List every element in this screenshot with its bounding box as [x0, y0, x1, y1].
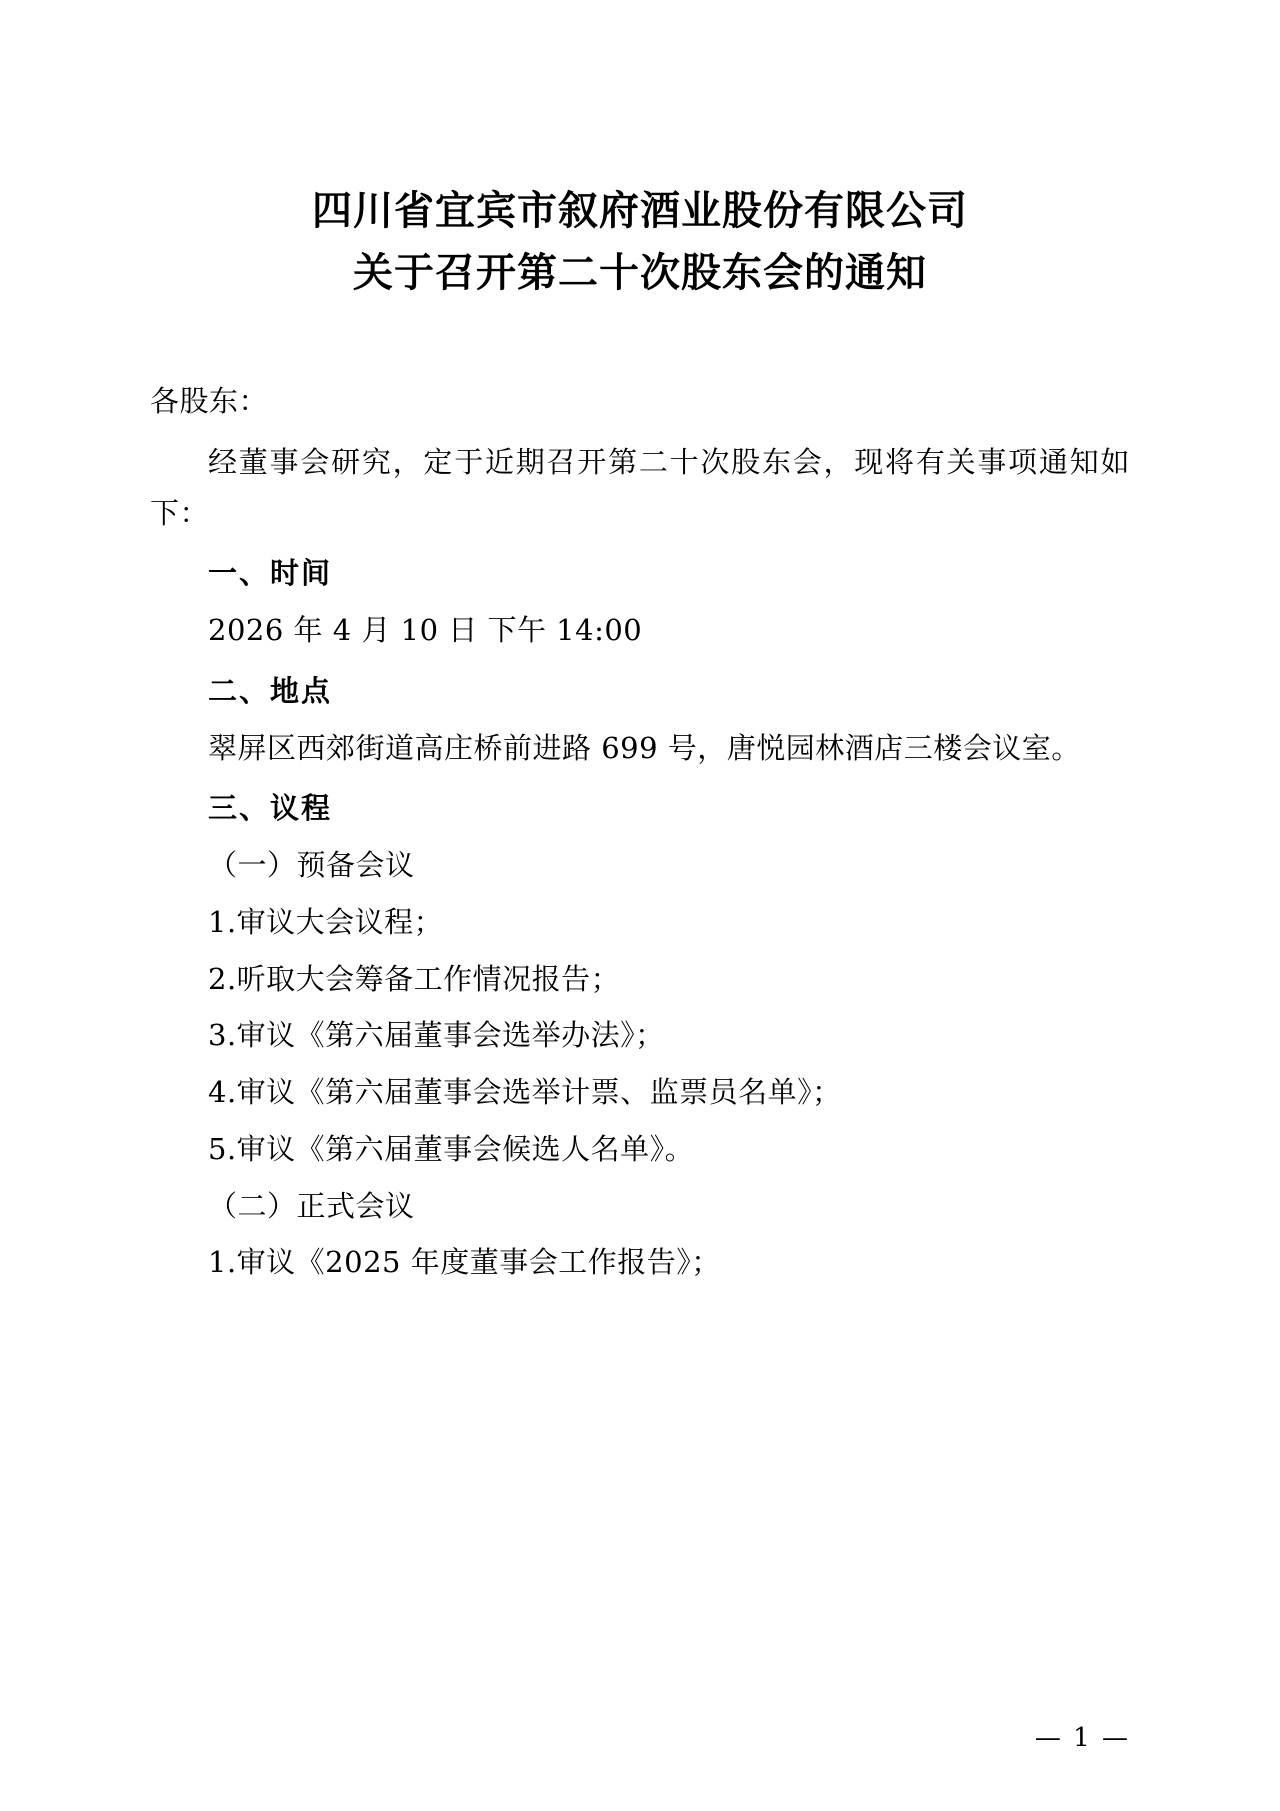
- agenda-subsection-label-preparatory: （一）预备会议: [208, 848, 415, 882]
- agenda-item: 4.审议《第六届董事会选举计票、监票员名单》；: [208, 1075, 842, 1109]
- page-number: — 1 —: [1034, 1723, 1130, 1753]
- agenda-item: 1.审议大会议程；: [208, 904, 444, 939]
- agenda-subsection-label-formal: （二）正式会议: [208, 1188, 415, 1223]
- page-title: [150, 180, 1130, 304]
- title-line-1: 四川省宜宾市叙府酒业股份有限公司: [312, 187, 968, 234]
- agenda-item: 1.审议《2025 年度董事会工作报告》；: [208, 1245, 721, 1280]
- agenda-item: 3.审议《第六届董事会选举办法》；: [208, 1018, 665, 1053]
- title-line-2: 关于召开第二十次股东会的通知: [353, 249, 927, 296]
- agenda-item: 2.听取大会筹备工作情况报告；: [208, 961, 621, 996]
- section-content-location: 翠屏区西郊街道高庄桥前进路 699 号，唐悦园林酒店三楼会议室。: [208, 730, 1081, 765]
- section-heading-time: 一、时间: [208, 556, 333, 591]
- section-heading-location: 二、地点: [208, 673, 333, 708]
- document-body: [150, 376, 1130, 1288]
- section-content-time: 2026 年 4 月 10 日 下午 14:00: [208, 613, 643, 647]
- intro-paragraph: 经董事会研究，定于近期召开第二十次股东会，现将有关事项通知如下：: [150, 444, 1130, 530]
- agenda-item: 5.审议《第六届董事会候选人名单》。: [208, 1131, 695, 1166]
- section-heading-agenda: 三、议程: [208, 791, 333, 826]
- salutation: 各股东：: [150, 384, 269, 418]
